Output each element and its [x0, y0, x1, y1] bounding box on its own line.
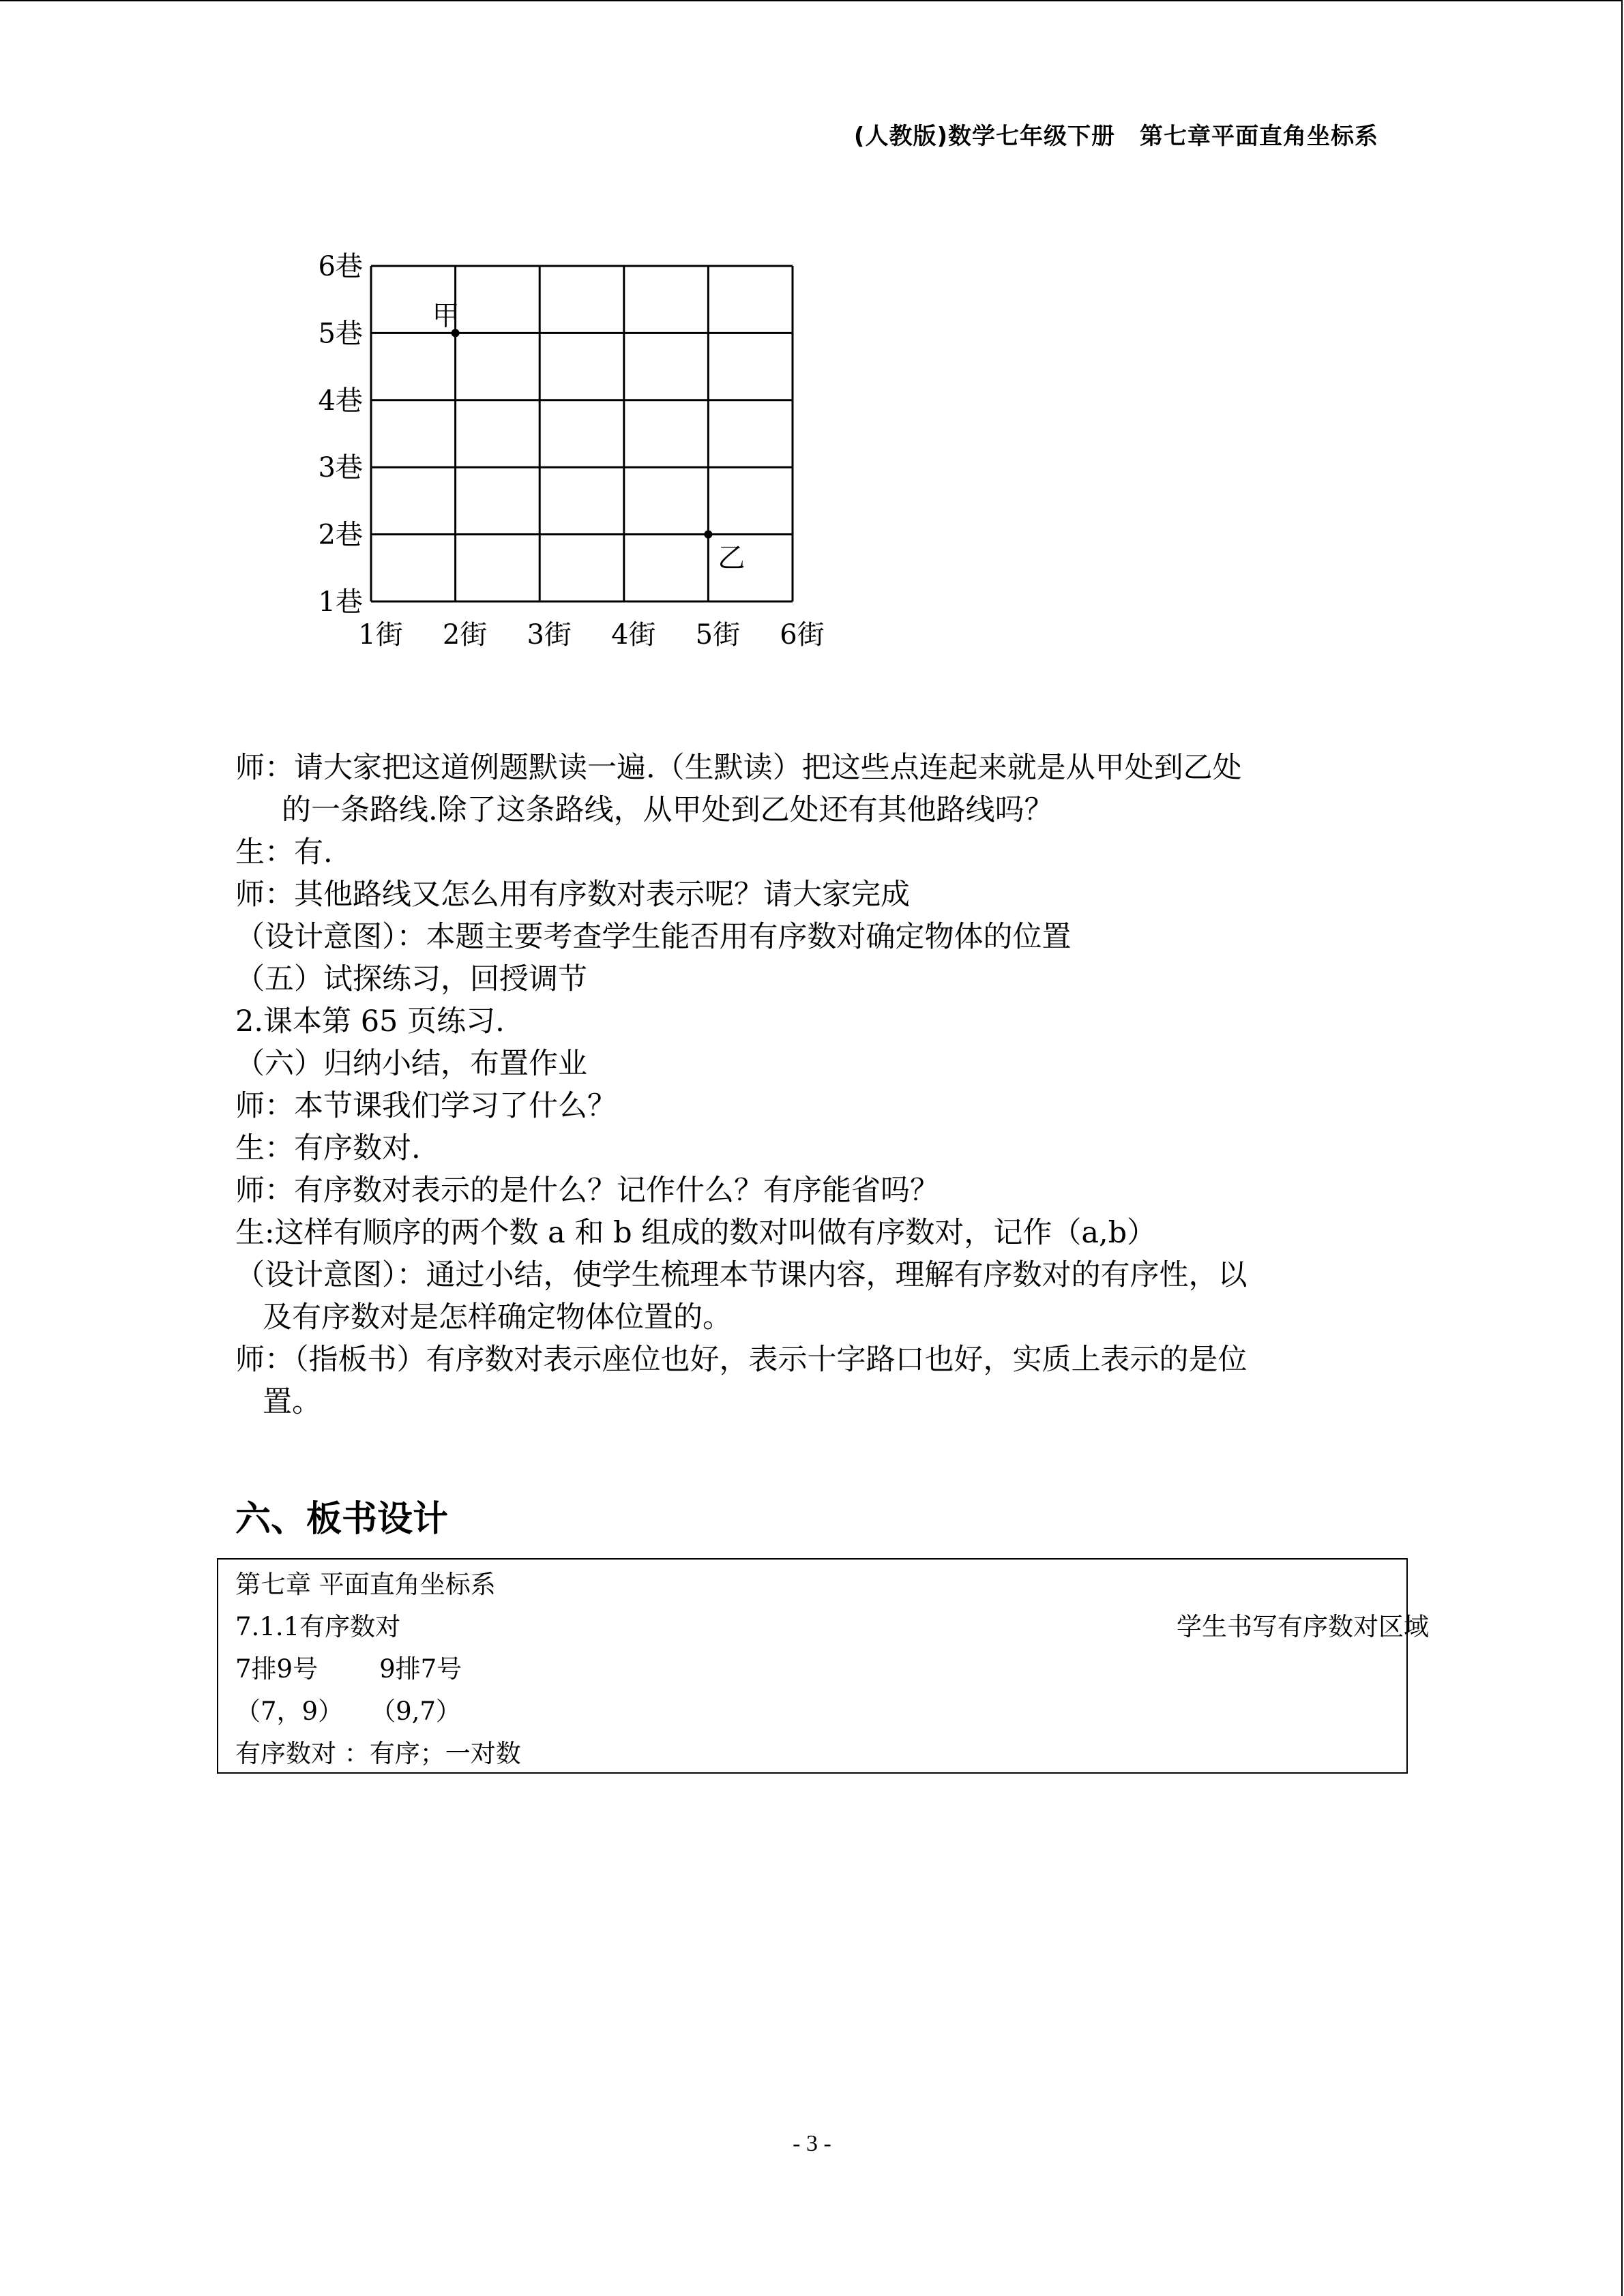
dialogue-line: 师：有序数对表示的是什么？记作什么？有序能省吗？ [235, 1174, 939, 1208]
lane-label: 4巷 [318, 385, 363, 417]
street-grid-figure [286, 252, 873, 668]
lane-label: 2巷 [318, 519, 363, 551]
board-row [235, 1690, 1406, 1733]
dialogue-line: （设计意图）：通过小结，使学生梳理本节课内容，理解有序数对的有序性，以 [235, 1258, 1247, 1292]
point-b-marker [704, 531, 712, 539]
board-summary: 有序数对 ：有序；一对数 [235, 1739, 521, 1768]
board-example-a: 7排9号 [235, 1654, 319, 1684]
board-chapter: 第七章 平面直角坐标系 [235, 1570, 496, 1599]
board-pair-b: （9,7） [370, 1697, 461, 1726]
lane-label: 5巷 [318, 318, 363, 350]
dialogue-line: 及有序数对是怎样确定物体位置的。 [263, 1300, 732, 1335]
section-title: 六、板书设计 [235, 1499, 449, 1540]
street-label: 4街 [611, 619, 656, 651]
board-example-b: 9排7号 [379, 1654, 462, 1684]
board-row [235, 1606, 1429, 1648]
dialogue-line: 师：请大家把这道例题默读一遍.（生默读）把这些点连起来就是从甲处到乙处 [235, 751, 1242, 785]
lesson-dialogue [235, 747, 1388, 1423]
dialogue-line: 生:这样有顺序的两个数 a 和 b 组成的数对叫做有序数对，记作（a,b） [235, 1216, 1157, 1250]
board-pair-a: （7，9） [235, 1697, 344, 1726]
dialogue-line: 生：有. [235, 835, 333, 869]
street-label: 6街 [780, 619, 825, 651]
header-edition: (人教版)数学七年级下册 [853, 123, 1115, 150]
point-a-label: 甲 [432, 300, 460, 332]
street-label: 5街 [695, 619, 741, 651]
dialogue-line: 师：（指板书）有序数对表示座位也好，表示十字路口也好，实质上表示的是位 [235, 1343, 1247, 1377]
point-b-label: 乙 [718, 542, 745, 574]
dialogue-line: 2.课本第 65 页练习. [235, 1004, 505, 1039]
board-row [235, 1733, 1406, 1775]
page-header [854, 117, 1378, 151]
board-row [235, 1648, 1406, 1690]
lane-label: 3巷 [318, 452, 363, 484]
lane-label: 6巷 [318, 252, 363, 282]
blackboard-design-box [217, 1558, 1429, 1774]
dialogue-line: （六）归纳小结，布置作业 [235, 1047, 587, 1081]
dialogue-line: 的一条路线.除了这条路线，从甲处到乙处还有其他路线吗？ [282, 793, 1054, 827]
lane-label: 1巷 [318, 586, 363, 618]
dialogue-line: 生：有序数对. [235, 1131, 421, 1165]
board-row [235, 1564, 1406, 1606]
street-label: 2街 [442, 619, 488, 651]
dialogue-line: 师：本节课我们学习了什么？ [235, 1089, 617, 1123]
street-label: 3街 [527, 619, 572, 651]
board-note: 学生书写有序数对区域 [1177, 1612, 1429, 1641]
dialogue-line: 师：其他路线又怎么用有序数对表示呢？请大家完成 [235, 878, 910, 912]
board-lesson: 7.1.1有序数对 [235, 1612, 401, 1641]
street-label: 1街 [358, 619, 403, 651]
header-chapter: 第七章平面直角坐标系 [1140, 123, 1378, 150]
dialogue-line: （五）试探练习，回授调节 [235, 962, 587, 996]
dialogue-line: 置。 [263, 1385, 321, 1419]
dialogue-line: （设计意图）：本题主要考查学生能否用有序数对确定物体的位置 [235, 920, 1072, 954]
page-number: - 3 - [793, 2131, 831, 2156]
